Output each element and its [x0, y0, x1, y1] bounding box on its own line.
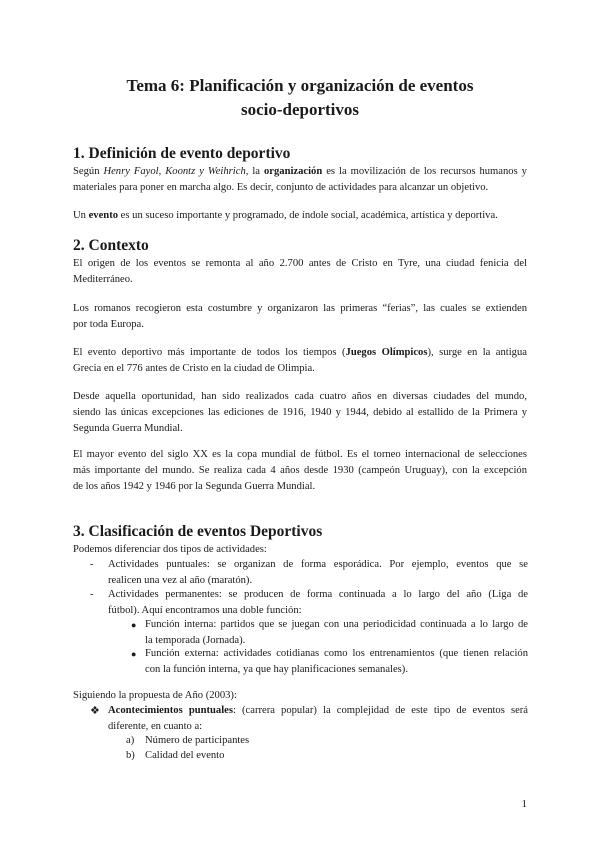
section-1-paragraph-2: Un evento es un suceso importante y programado, de índole social, académica, artística y deportiva. [73, 210, 498, 221]
dash-marker: - [90, 559, 94, 570]
section-1-heading: 1. Definición de evento deportivo [73, 145, 291, 162]
section-3-heading: 3. Clasificación de eventos Deportivos [73, 523, 323, 540]
list-item-actividades-puntuales: Actividades puntuales: se organizan de forma esporádica. Por ejemplo, eventos que se realicen una vez al año (maratón). [108, 559, 528, 586]
sub-item-funcion-externa: Función externa: actividades cotidianas como los entrenamientos (que tienen relación con la función interna, ya que hay planificaciones semanales). [145, 648, 528, 675]
list-label-b: b) [126, 750, 135, 761]
bullet-marker: ● [131, 620, 137, 630]
section-3-intro: Podemos diferenciar dos tipos de actividades: [73, 544, 267, 555]
bullet-marker: ● [131, 649, 137, 659]
authors: Henry Fayol, Koontz y Weihrich [103, 166, 246, 177]
sub-item-funcion-interna: Función interna: partidos que se juegan con una periodicidad continuada a lo largo de la temporada (Jornada). [145, 619, 528, 646]
keyword-juegos-olimpicos: Juegos Olímpicos [345, 347, 428, 358]
section-2-paragraph-2: Los romanos recogieron esta costumbre y organizaron las primeras “ferias”, las cuales se extienden por toda Europa. [73, 303, 527, 330]
keyword-evento: evento [88, 210, 119, 221]
title-line-1: Tema 6: Planificación y organización de eventos [126, 76, 474, 95]
page-number: 1 [521, 798, 527, 810]
section-1-paragraph-1: Según Henry Fayol, Koontz y Weihrich, la organización es la movilización de los recursos humanos y materiales para poner en marcha algo. Es decir, conjunto de actividades para alcanzar un objetivo. [73, 166, 527, 193]
proposal-paragraph: Siguiendo la propuesta de Año (2003): [73, 690, 237, 701]
diamond-bullet-icon: ❖ [90, 705, 100, 717]
list-text-calidad-evento: Calidad del evento [145, 750, 225, 761]
document-title [0, 74, 600, 122]
section-2-paragraph-3: El evento deportivo más importante de todos los tiempos (Juegos Olímpicos), surge en la antigua Grecia en el 776 antes de Cristo en la ciudad de Olimpia. [73, 347, 527, 374]
keyword-acontecimientos: Acontecimientos puntuales [108, 705, 233, 716]
section-2-paragraph-4: Desde aquella oportunidad, han sido realizados cada cuatro años en diversas ciudades del mundo, siendo las únicas excepciones las ediciones de 1916, 1940 y 1944, debido al estallido de la Primera y Segunda Guerra Mundial. [73, 391, 527, 434]
section-2-heading: 2. Contexto [73, 237, 149, 254]
title-line-2: socio-deportivos [240, 100, 360, 119]
section-2-paragraph-1: El origen de los eventos se remonta al año 2.700 antes de Cristo en Tyre, una ciudad fenicia del Mediterráneo. [73, 258, 527, 285]
list-text-numero-participantes: Número de participantes [145, 735, 250, 746]
section-2-paragraph-5: El mayor evento del siglo XX es la copa mundial de fútbol. Es el torneo internacional de selecciones más importante del mundo. Se realiza cada 4 años desde 1930 (campeón Uruguay), con la excepción de los años 1942 y 1946 por la Segunda Guerra Mundial. [73, 449, 527, 492]
list-item-acontecimientos-puntuales: Acontecimientos puntuales: (carrera popular) la complejidad de este tipo de eventos será diferente, en cuanto a: [108, 705, 528, 732]
dash-marker: - [90, 589, 94, 600]
list-label-a: a) [126, 735, 135, 746]
list-item-actividades-permanentes: Actividades permanentes: se producen de forma continuada a lo largo del año (Liga de fútbol). Aquí encontramos una doble función: [108, 589, 528, 616]
keyword-organizacion: organización [263, 166, 323, 177]
